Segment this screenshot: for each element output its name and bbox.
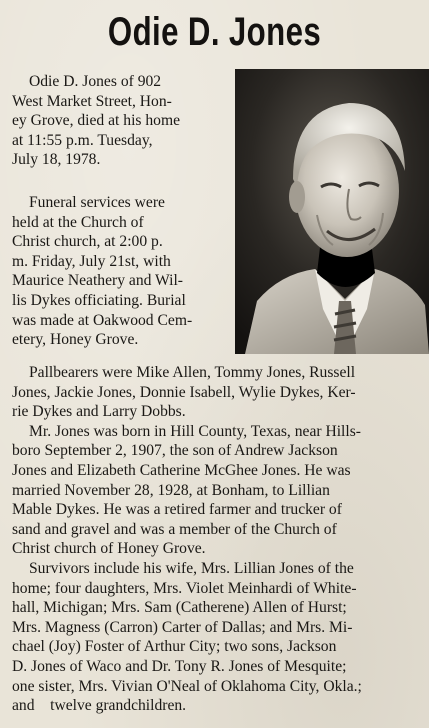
text-line: hall, Michigan; Mrs. Sam (Catherene) Allen of Hurst;: [12, 599, 347, 617]
text-line: D. Jones of Waco and Dr. Tony R. Jones of Mesquite;: [12, 657, 347, 675]
portrait-illustration: [235, 69, 429, 354]
biography-paragraph: [12, 422, 422, 559]
text-line: Funeral services were: [29, 194, 165, 211]
portrait-photo: [235, 69, 429, 354]
text-line: Christ church of Honey Grove.: [12, 540, 206, 558]
survivors-paragraph: [12, 559, 422, 716]
text-line: Maurice Neathery and Wil-: [12, 272, 183, 290]
text-line: Mable Dykes. He was a retired farmer and trucker of: [12, 501, 342, 519]
text-line: at 11:55 p.m. Tuesday,: [12, 131, 153, 149]
text-line: Odie D. Jones of 902: [29, 73, 162, 90]
text-line: July 18, 1978.: [12, 151, 101, 169]
text-line: boro September 2, 1907, the son of Andrew Jackson: [12, 442, 338, 460]
text-line: was made at Oakwood Cem-: [12, 311, 193, 329]
pallbearers-paragraph: [12, 363, 422, 422]
text-line: Pallbearers were Mike Allen, Tommy Jones, Russell: [29, 364, 356, 381]
text-line: Mrs. Magness (Carron) Carter of Dallas; and Mrs. Mi-: [12, 618, 353, 636]
text-line: Survivors include his wife, Mrs. Lillian Jones of the: [29, 559, 354, 577]
text-line: Jones, Jackie Jones, Donnie Isabell, Wylie Dykes, Ker-: [12, 383, 356, 401]
funeral-services-paragraph: [12, 193, 227, 350]
text-line: West Market Street, Hon-: [12, 92, 172, 110]
text-line: etery, Honey Grove.: [12, 331, 139, 349]
text-line: lis Dykes officiating. Burial: [12, 291, 186, 309]
text-line: sand and gravel and was a member of the Church of: [12, 520, 337, 538]
text-line: Christ church, at 2:00 p.: [12, 233, 163, 251]
obituary-headline: Odie D. Jones: [107, 10, 322, 54]
death-notice-paragraph: [12, 72, 227, 170]
text-line: held at the Church of: [12, 213, 144, 231]
text-line: chael (Joy) Foster of Arthur City; two sons, Jackson: [12, 638, 337, 656]
text-line: married November 28, 1928, at Bonham, to Lillian: [12, 481, 330, 499]
text-line: rie Dykes and Larry Dobbs.: [12, 403, 186, 421]
text-line: and twelve grandchildren.: [12, 697, 187, 715]
text-line: Jones and Elizabeth Catherine McGhee Jones. He was: [12, 461, 351, 479]
text-line: home; four daughters, Mrs. Violet Meinhardi of White-: [12, 579, 357, 597]
obituary-body: [12, 363, 422, 716]
ear-shape: [289, 181, 305, 213]
text-line: Mr. Jones was born in Hill County, Texas, near Hills-: [29, 422, 361, 440]
text-line: m. Friday, July 21st, with: [12, 252, 171, 270]
text-line: ey Grove, died at his home: [12, 112, 181, 130]
text-line: one sister, Mrs. Vivian O'Neal of Oklahoma City, Okla.;: [12, 677, 362, 695]
